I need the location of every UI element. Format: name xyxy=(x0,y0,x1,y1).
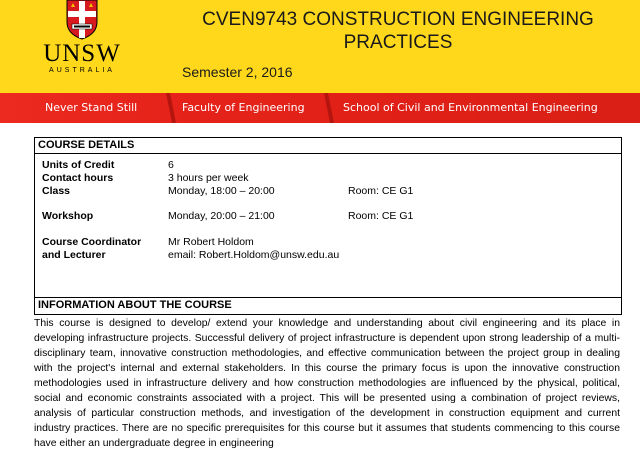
course-info-section xyxy=(34,297,622,315)
units-value: 6 xyxy=(168,159,174,171)
class-room: Room: CE G1 xyxy=(348,185,414,197)
unsw-logo xyxy=(40,0,124,80)
workshop-room: Room: CE G1 xyxy=(348,210,414,222)
faculty-banner xyxy=(0,93,640,123)
workshop-label: Workshop xyxy=(42,210,94,222)
semester-label: Semester 2, 2016 xyxy=(182,64,293,80)
units-label: Units of Credit xyxy=(42,159,115,171)
logo-wordmark: UNSW xyxy=(43,40,121,67)
course-details-section xyxy=(34,137,622,299)
course-title: CVEN9743 CONSTRUCTION ENGINEERING PRACTICES xyxy=(202,9,594,53)
coordinator-label-2: and Lecturer xyxy=(42,249,106,261)
banner-divider-icon xyxy=(166,93,176,123)
unsw-crest-icon xyxy=(66,0,98,40)
logo-subtext: AUSTRALIA xyxy=(49,67,115,74)
section-heading: COURSE DETAILS xyxy=(35,138,621,154)
course-description: This course is designed to develop/ extend your knowledge and understanding about civil engineering and its place in developing infrastructure projects. Successful delivery of project infrastructure is dependent upon strong leadership of a multi-disciplinary team, innovative construction methodologies, and effective communication between the project group in dealing with the project's internal and external stakeholders. In this course the primary focus is upon the innovative construction methodologies used in infrastructure delivery and how construction methodologies are influenced by the physical, political, social and economic constraints associated with a project. This will be presented using a combination of project reviews, analysis of particular construction methods, and investigation of the development in construction equipment and current industry practices. There are no specific prerequisites for this course but it assumes that students commencing to this course have either an undergraduate degree in engineering xyxy=(34,318,620,449)
contact-hours-value: 3 hours per week xyxy=(168,172,249,184)
banner-divider-icon xyxy=(324,93,334,123)
coordinator-name: Mr Robert Holdom xyxy=(168,236,254,248)
class-label: Class xyxy=(42,185,71,197)
class-time: Monday, 18:00 – 20:00 xyxy=(168,185,275,197)
tagline: Never Stand Still xyxy=(45,101,138,114)
faculty-label: Faculty of Engineering xyxy=(182,101,305,114)
coordinator-label: Course Coordinator xyxy=(42,236,142,248)
section-heading: INFORMATION ABOUT THE COURSE xyxy=(38,299,232,311)
document-header xyxy=(0,0,640,93)
coordinator-email: email: Robert.Holdom@unsw.edu.au xyxy=(168,249,340,261)
school-label: School of Civil and Environmental Engineering xyxy=(343,101,598,114)
contact-hours-label: Contact hours xyxy=(42,172,114,184)
workshop-time: Monday, 20:00 – 21:00 xyxy=(168,210,275,222)
